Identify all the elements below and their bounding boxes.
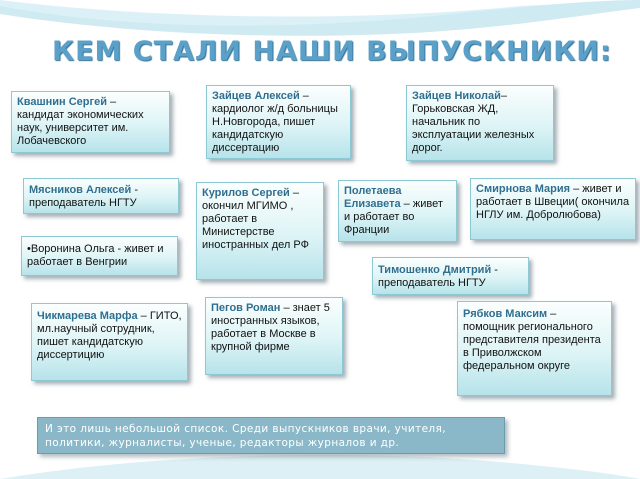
graduate-desc: – окончил МГИМО , работает в Министерстве иностранных дел РФ [202,187,309,251]
graduate-card-myasnikov [23,178,179,214]
graduate-name: Зайцев Алексей [212,90,300,102]
graduate-desc: – помощник регионального представителя президента в Приволжском федеральном округе [463,308,601,372]
graduate-name: Пегов Роман [211,302,281,314]
graduate-desc: - преподаватель НГТУ [29,184,138,209]
graduate-card-chikmareva [31,303,188,381]
graduate-name: Зайцев Николай [412,90,501,102]
slide-title: КЕМ СТАЛИ НАШИ ВЫПУСКНИКИ: [52,36,612,67]
graduate-card-zaitsev-nikolay [406,85,554,161]
graduate-name: Мясников Алексей [29,184,132,196]
graduate-desc: – кандидат экономических наук, университет им. Лобачевского [17,96,144,147]
graduate-name: Полетаева Елизавета [344,185,402,210]
graduate-desc: – кардиолог ж/д больницы Н.Новгорода, пишет кандидатскую диссертацию [212,90,338,154]
graduate-desc: – живет и работает во Франции [344,198,443,236]
summary-footer-text: И это лишь небольшой список. Среди выпускников врачи, учителя, политики, журналисты, ученые, редакторы журналов и др. [37,417,505,454]
graduate-card-smirnova [470,178,636,240]
graduate-desc: – ГИТО, мл.научный сотрудник, пишет кандидатскую диссертицию [37,310,182,361]
graduate-desc: – живет и работает в Швеции( окончила НГЛУ им. Добролюбова) [476,183,630,221]
graduate-card-poletaeva [338,180,457,242]
graduate-card-ryabkov [457,301,612,396]
graduate-card-timoshenko [372,257,529,295]
graduate-desc: •Воронина Ольга - живет и работает в Венгрии [27,243,164,268]
graduate-name: Рябков Максим [463,308,548,320]
graduate-desc: - преподаватель НГТУ [378,264,498,289]
graduate-card-voronina [21,236,178,276]
graduate-name: Смирнова Мария [476,183,571,195]
graduate-card-kvashnin [11,91,170,153]
graduate-desc: – знает 5 иностранных языков, работает в Москве в крупной фирме [211,302,330,353]
graduate-desc: – Горьковская ЖД, начальник по эксплуатации железных дорог. [412,90,535,154]
graduate-name: Тимошенко Дмитрий [378,264,492,276]
graduate-name: Курилов Сергей [202,187,290,199]
graduate-card-zaitsev-aleksey [206,85,351,159]
graduate-name: Квашнин Сергей [17,96,107,108]
graduate-card-pegov [205,297,343,375]
graduate-card-kurilov [196,182,324,280]
graduate-name: Чикмарева Марфа [37,310,138,322]
